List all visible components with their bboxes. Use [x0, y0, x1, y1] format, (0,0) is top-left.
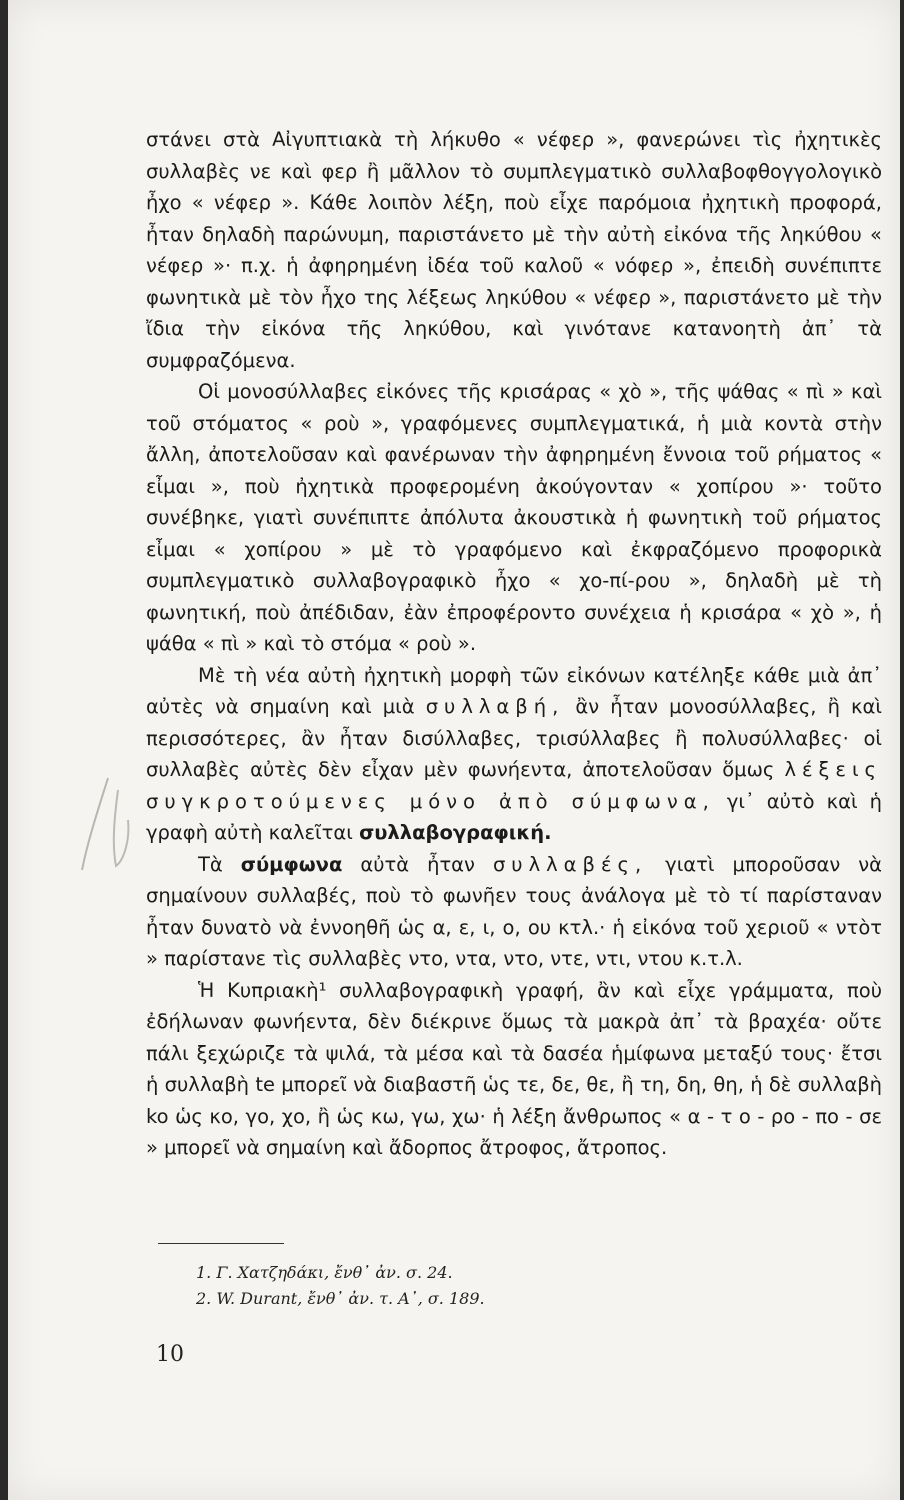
- paragraph-4-part-2: αὐτὰ ἦταν: [360, 852, 475, 876]
- footnotes: [196, 1260, 796, 1312]
- pencil-margin-mark: [68, 770, 148, 880]
- page-number: 10: [156, 1342, 184, 1367]
- body-text: [146, 124, 882, 1164]
- spaced-term-syllables: συλλαβές,: [492, 852, 648, 876]
- paragraph-4: [146, 849, 882, 975]
- bold-term-syllabic: συλλαβογραφική.: [359, 821, 552, 844]
- footnote-rule: [158, 1243, 284, 1244]
- spaced-term-syllable: συλλαβή,: [425, 695, 565, 718]
- footnote-1: 1. Γ. Χατζηδάκι, ἔνθ᾽ ἀν. σ. 24.: [196, 1263, 453, 1282]
- paragraph-3-part-2: ἂν ἦταν μονοσύλλαβες, ἢ καὶ περισσότερες, ἂν ἦταν δισύλλαβες, τρισύλλαβες ἢ πολυσύλλαβες· οἱ συλλαβὲς αὐτὲς δὲν εἶχαν μὲν φωνήεντα, ἀποτελοῦσαν ὅμως: [146, 695, 882, 781]
- spaced-phrase-consonants: λέξεις συγκροτούμενες μόνο ἀπὸ σύμφωνα,: [146, 758, 882, 813]
- paragraph-2: Οἱ μονοσύλλαβες εἰκόνες τῆς κρισάρας « χὸ », τῆς ψάθας « πὶ » καὶ τοῦ στόματος « ροὺ », γραφόμενες συμπλεγματικά, ἡ μιὰ κοντὰ στὴν ἄλλη, ἀποτελοῦσαν καὶ φανέρωναν τὴν ἀφηρημένη ἔννοια τοῦ ρήματος « εἶμαι », ποὺ ἠχητικὰ προφερομένη ἀκούγονταν « χοπίρου »· τοῦτο συνέβηκε, γιατὶ συνέπιπτε ἀπόλυτα ἀκουστικὰ ἡ φωνητικὴ τοῦ ρήματος εἶμαι « χοπίρου » μὲ τὸ γραφόμενο καὶ ἐκφραζόμενο προφορικὰ συμπλεγματικὸ συλλαβογραφικὸ ἦχο « χο-πί-ρου », δηλαδὴ μὲ τὴ φωνητική, ποὺ ἀπέδιδαν, ἐὰν ἐπροφέροντο συνέχεια ἡ κρισάρα « χὸ », ἡ ψάθα « πὶ » καὶ τὸ στόμα « ροὺ ».: [146, 380, 882, 655]
- paragraph-1: στάνει στὰ Αἰγυπτιακὰ τὴ λήκυθο « νέφερ », φανερώνει τὶς ἠχητικὲς συλλαβὲς νε καὶ φερ ἢ μᾶλλον τὸ συμπλεγματικὸ συλλαβοφθογγολογικὸ ἦχο « νέφερ ». Κάθε λοιπὸν λέξη, ποὺ εἶχε παρόμοια ἠχητικὴ προφορά, ἦταν δηλαδὴ παρώνυμη, παριστάνετο μὲ τὴν αὐτὴ εἰκόνα τῆς ληκύθου « νέφερ »· π.χ. ἡ ἀφηρημένη ἰδέα τοῦ καλοῦ « νόφερ », ἐπειδὴ συνέπιπτε φωνητικὰ μὲ τὸν ἦχο της λέξεως ληκύθου « νέφερ », παριστάνετο μὲ τὴν ἴδια τὴν εἰκόνα τῆς ληκύθου, καὶ γινότανε κατανοητὴ ἀπ᾽ τὰ συμφραζόμενα.: [146, 128, 882, 372]
- paragraph-5: Ἡ Κυπριακὴ¹ συλλαβογραφικὴ γραφή, ἂν καὶ εἶχε γράμματα, ποὺ ἐδήλωναν φωνήεντα, δὲν διέκρινε ὅμως τὰ μακρὰ ἀπ᾽ τὰ βραχέα· οὔτε πάλι ξεχώριζε τὰ ψιλά, τὰ μέσα καὶ τὰ δασέα ἡμίφωνα μεταξύ τους· ἔτσι ἡ συλλαβὴ te μπορεῖ νὰ διαβαστῆ ὡς τε, δε, θε, ἢ τη, δη, θη, ἡ δὲ συλλαβὴ ko ὡς κο, γο, χο, ἢ ὡς κω, γω, χω· ἡ λέξη ἄνθρωπος « α - τ ο - ρο - πο - σε » μπορεῖ νὰ σημαίνη καὶ ἄδορπος ἄτροφος, ἄτροπος.: [146, 978, 882, 1159]
- bold-term-consonants: σύμφωνα: [240, 852, 343, 876]
- book-page: [8, 0, 900, 1500]
- paragraph-4-part-1: Τὰ: [198, 852, 223, 876]
- paragraph-3-part-1: Μὲ τὴ νέα αὐτὴ ἠχητικὴ μορφὴ τῶν εἰκόνων κατέληξε κάθε μιὰ ἀπ᾽ αὐτὲς νὰ σημαίνη καὶ μιὰ: [146, 663, 882, 718]
- paragraph-3: [146, 660, 882, 849]
- paragraph-4-part-3: γιατὶ μποροῦσαν νὰ σημαίνουν συλλαβές, ποὺ τὸ φωνῆεν τους ἀνάλογα μὲ τὸ τί παρίσταναν ἦταν δυνατὸ νὰ ἐννοηθῆ ὡς α, ε, ι, ο, ου κτλ.· ἡ εἰκόνα τοῦ χεριοῦ « ντὸτ » παρίστανε τὶς συλλαβὲς ντο, ντα, ντο, ντε, ντι, ντου κ.τ.λ.: [146, 852, 882, 970]
- paragraph-3-part-3: γι᾽ αὐτὸ καὶ ἡ γραφὴ αὐτὴ καλεῖται: [146, 789, 882, 844]
- footnote-2: 2. W. Durant, ἔνθ᾽ ἀν. τ. Α᾽, σ. 189.: [196, 1289, 485, 1308]
